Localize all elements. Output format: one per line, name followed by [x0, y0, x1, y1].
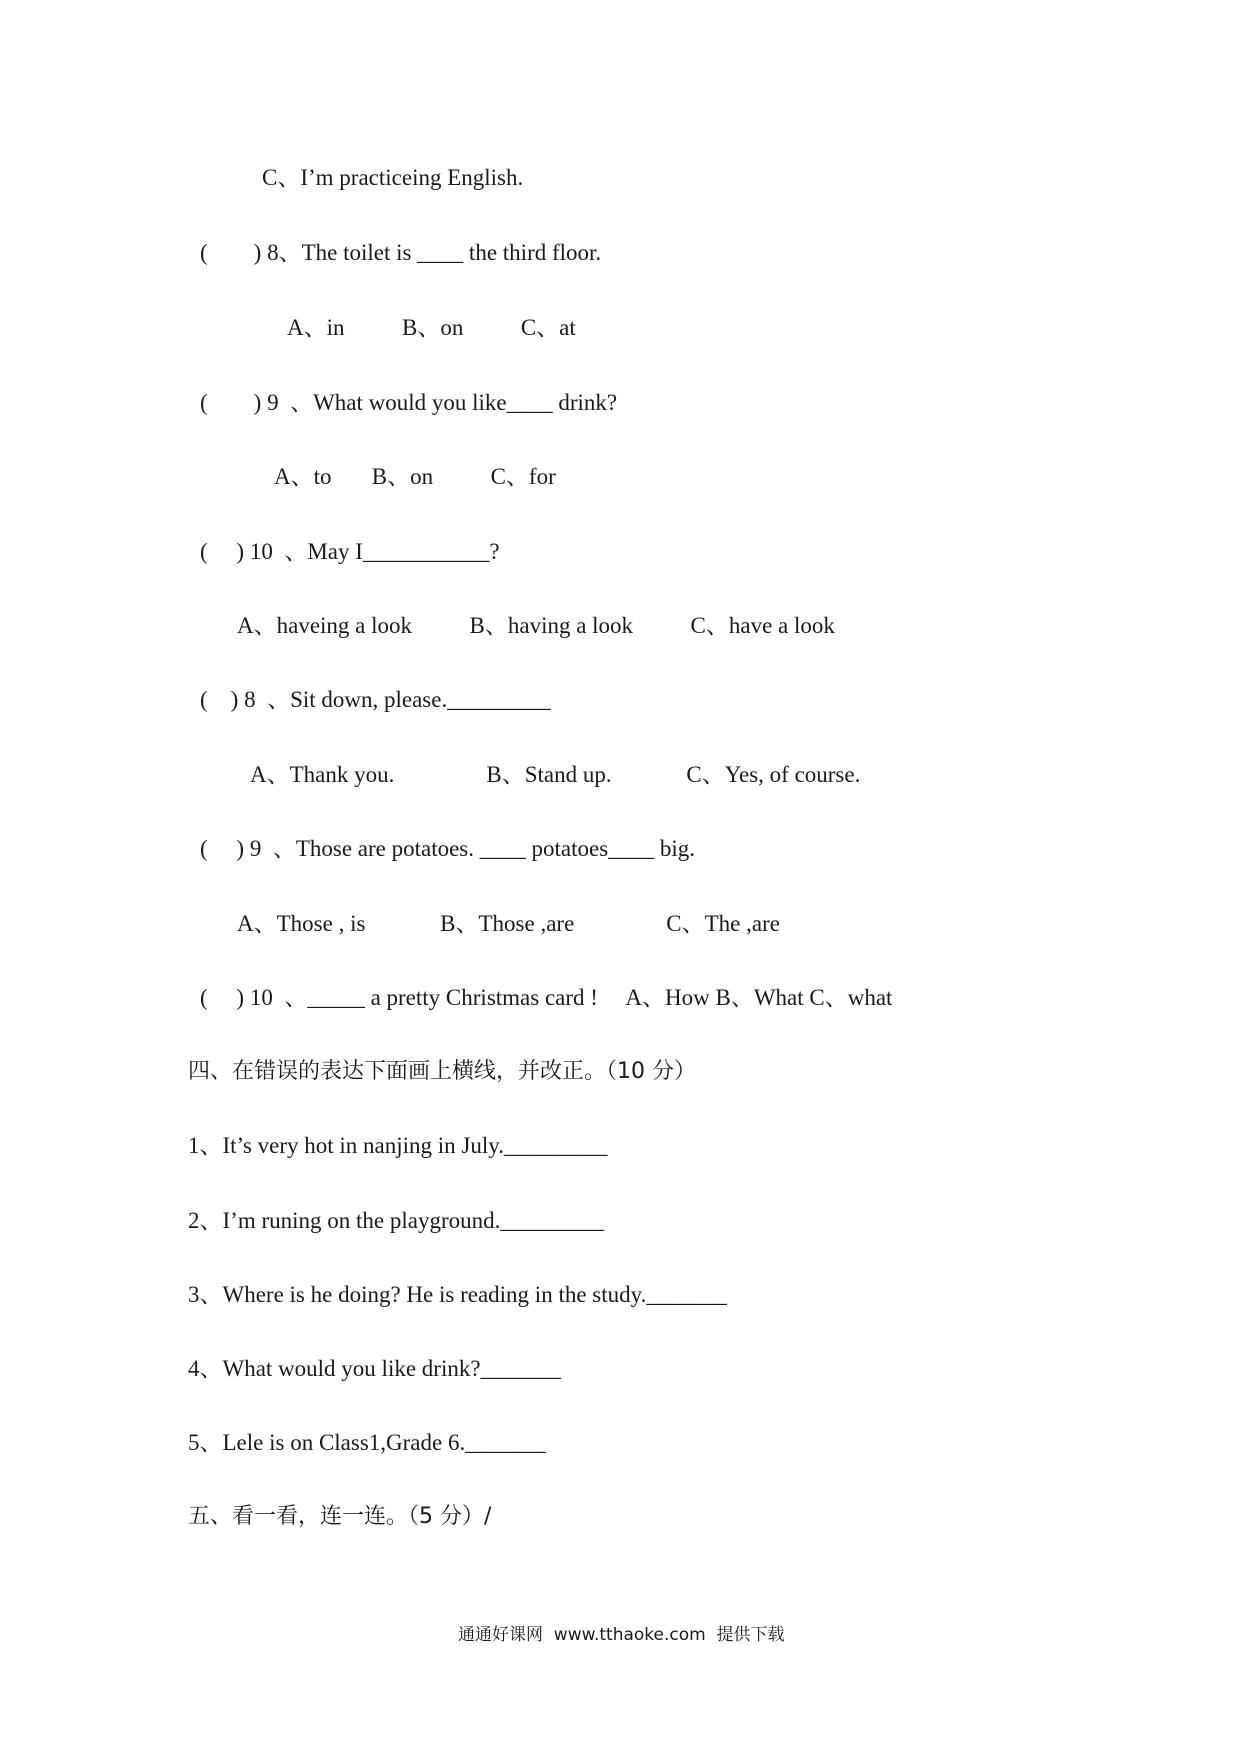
- question-8b: ( ) 8 、Sit down, please._________: [200, 687, 551, 712]
- section-4-item-1: 1、It’s very hot in nanjing in July._________: [188, 1133, 608, 1158]
- question-8: ( ) 8、The toilet is ____ the third floor.: [200, 240, 602, 265]
- question-9b-options: A、Those , is B、Those ,are C、The ,are: [237, 911, 780, 936]
- section-4-heading: 四、在错误的表达下面画上横线，并改正。（10 分）: [188, 1059, 696, 1084]
- question-8-options: A、in B、on C、at: [287, 315, 576, 340]
- section-4-item-3: 3、Where is he doing? He is reading in the study._______: [188, 1282, 727, 1307]
- question-10b: ( ) 10 、_____ a pretty Christmas card ! A、How B、What C、what: [200, 985, 893, 1010]
- section-4-item-2: 2、I’m runing on the playground._________: [188, 1208, 604, 1233]
- question-9: ( ) 9 、What would you like____ drink?: [200, 390, 618, 415]
- section-4-item-4: 4、What would you like drink?_______: [188, 1356, 562, 1381]
- section-5-heading: 五、看一看，连一连。（5 分）/: [188, 1504, 492, 1529]
- question-10-options: A、haveing a look B、having a look C、have a look: [237, 613, 835, 638]
- question-10: ( ) 10 、May I___________?: [200, 539, 500, 564]
- question-8b-options: A、Thank you. B、Stand up. C、Yes, of course.: [250, 762, 861, 787]
- question-9b: ( ) 9 、Those are potatoes. ____ potatoes____ big.: [200, 836, 696, 861]
- section-4-item-5: 5、Lele is on Class1,Grade 6._______: [188, 1430, 546, 1455]
- footer-source-note: 通通好课网 www.tthaoke.com 提供下载: [458, 1625, 785, 1645]
- question-9-options: A、to B、on C、for: [274, 464, 556, 489]
- q7-option-c: C、I’m practiceing English.: [262, 165, 524, 190]
